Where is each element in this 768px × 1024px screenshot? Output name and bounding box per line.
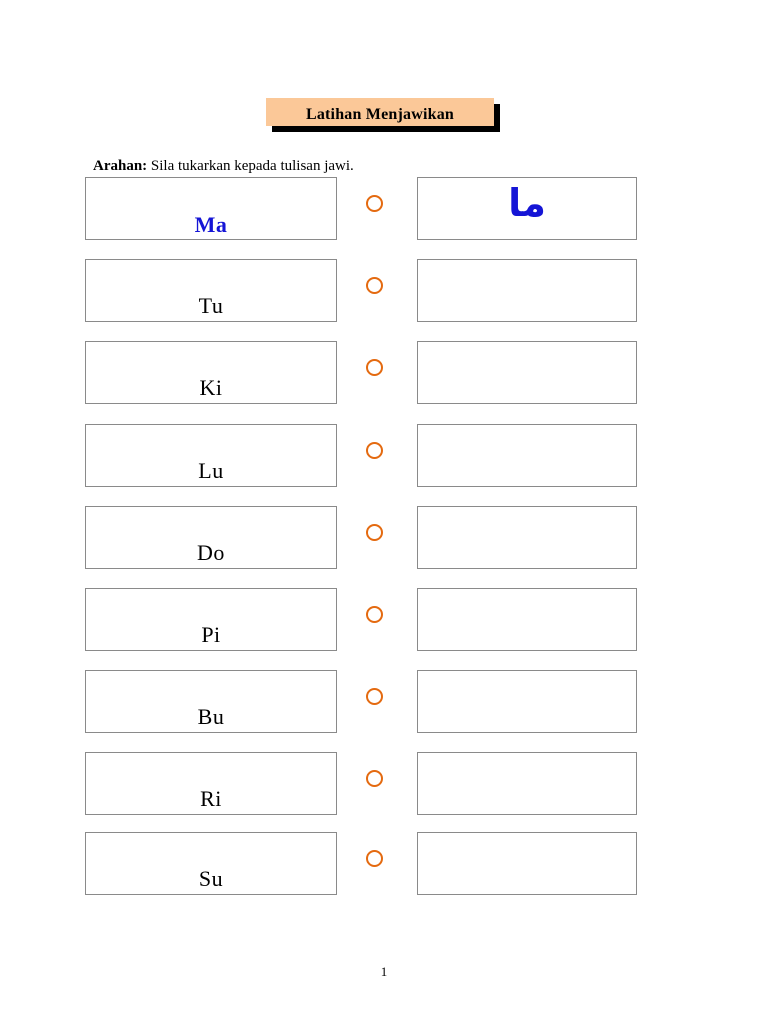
answer-box[interactable] — [417, 506, 637, 569]
syllable-box — [85, 341, 337, 404]
exercise-row — [0, 341, 768, 405]
exercise-row — [0, 177, 768, 241]
syllable-label: Ma — [194, 212, 228, 237]
connector-circle[interactable] — [366, 195, 383, 212]
answer-box[interactable] — [417, 424, 637, 487]
exercise-row — [0, 259, 768, 323]
connector-circle[interactable] — [366, 524, 383, 541]
exercise-row — [0, 588, 768, 652]
jawi-answer: ما — [508, 181, 546, 225]
answer-box[interactable] — [417, 588, 637, 651]
answer-box[interactable] — [417, 670, 637, 733]
syllable-box — [85, 752, 337, 815]
connector-circle[interactable] — [366, 277, 383, 294]
answer-box[interactable] — [417, 177, 637, 240]
syllable-box — [85, 259, 337, 322]
exercise-row — [0, 506, 768, 570]
syllable-box — [85, 670, 337, 733]
syllable-label: Tu — [198, 293, 224, 318]
syllable-label: Su — [198, 866, 224, 891]
syllable-label: Ki — [199, 375, 223, 400]
exercise-row — [0, 752, 768, 816]
connector-circle[interactable] — [366, 606, 383, 623]
syllable-label: Pi — [201, 622, 221, 647]
page-title: Latihan Menjawikan — [266, 98, 494, 126]
answer-box[interactable] — [417, 832, 637, 895]
syllable-label: Ri — [200, 786, 222, 811]
exercise-row — [0, 832, 768, 896]
page-number: 1 — [380, 964, 388, 979]
instruction-label: Arahan: — [93, 158, 148, 174]
answer-box[interactable] — [417, 259, 637, 322]
connector-circle[interactable] — [366, 442, 383, 459]
exercise-row — [0, 670, 768, 734]
syllable-label: Bu — [197, 704, 225, 729]
syllable-label: Lu — [198, 458, 224, 483]
connector-circle[interactable] — [366, 688, 383, 705]
answer-box[interactable] — [417, 752, 637, 815]
syllable-box — [85, 177, 337, 240]
syllable-box — [85, 832, 337, 895]
syllable-box — [85, 424, 337, 487]
connector-circle[interactable] — [366, 850, 383, 867]
connector-circle[interactable] — [366, 770, 383, 787]
instruction-text: Sila tukarkan kepada tulisan jawi. — [147, 158, 354, 174]
exercise-row — [0, 424, 768, 488]
answer-box[interactable] — [417, 341, 637, 404]
syllable-box — [85, 506, 337, 569]
syllable-box — [85, 588, 337, 651]
syllable-label: Do — [197, 540, 225, 565]
connector-circle[interactable] — [366, 359, 383, 376]
